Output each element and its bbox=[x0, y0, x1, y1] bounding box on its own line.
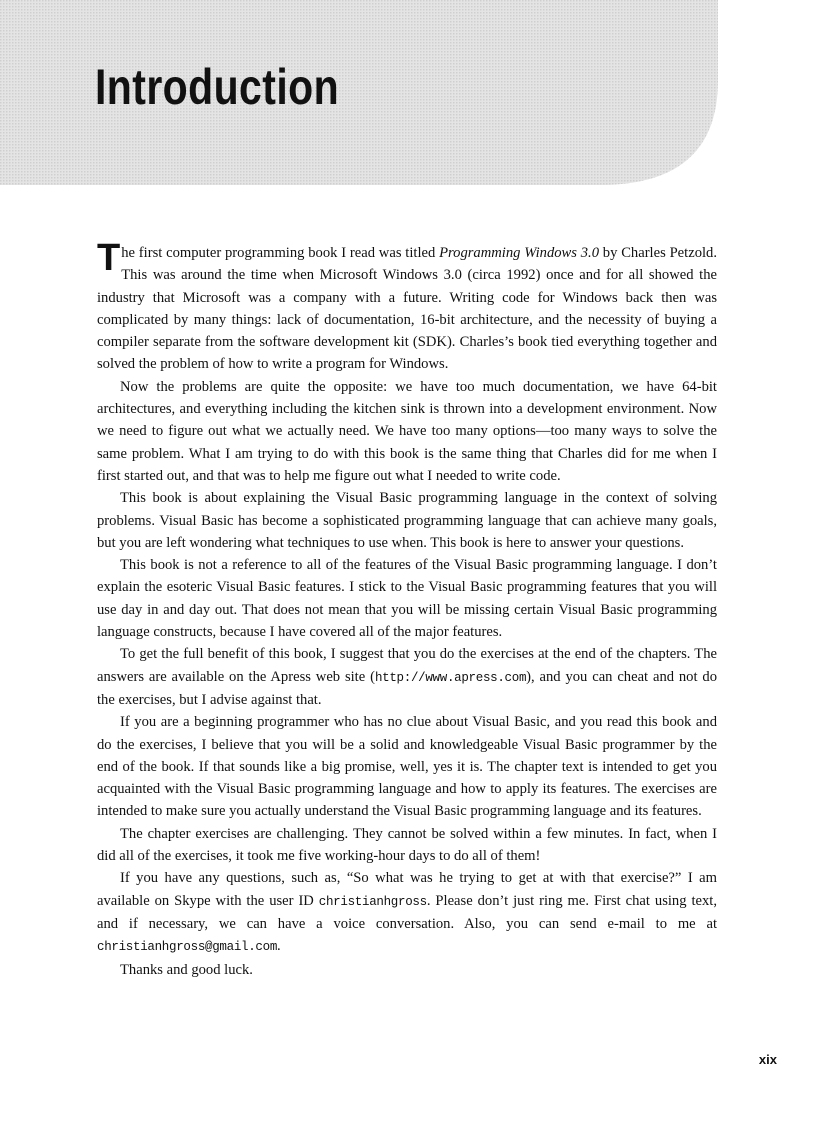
paragraph-2: Now the problems are quite the opposite: we have too much documentation, we have 64-bit architectures, and everything including the kitchen sink is thrown into a development environment. Now we need to figure out what we actually need. We have too many options—too many ways to solve the same problem. What I am trying to do with this book is the same thing that Charles did for me when I first started out, and that was to help me figure out what I needed to write code. bbox=[97, 378, 717, 484]
p8-text-middle: . Please don’t just ring me. First chat using text, and if necessary, we can have a voice conversation. Also, you can send e-mail to me at bbox=[97, 892, 717, 932]
drop-cap: T bbox=[97, 237, 121, 279]
paragraph-7: The chapter exercises are challenging. They cannot be solved within a few minutes. In fact, when I did all of the exercises, it took me five working-hour days to do all of them! bbox=[97, 825, 717, 865]
p8-text-after: . bbox=[277, 938, 281, 955]
skype-id: christianhgross bbox=[318, 894, 427, 909]
p8-text-before: If you have any questions, such as, “So what was he trying to get at with that exercise?” I am available on Skype with the user ID bbox=[97, 870, 717, 909]
p5-text-before: To get the full benefit of this book, I suggest that you do the exercises at the end of the chapters. The answers are available on the Apress web site ( bbox=[97, 646, 717, 685]
chapter-title: Introduction bbox=[95, 59, 340, 115]
paragraph-3: This book is about explaining the Visual Basic programming language in the context of solving problems. Visual Basic has become a sophisticated programming language that can achieve many goals, but you are left wondering what techniques to use when. This book is here to answer your questions. bbox=[97, 490, 717, 551]
email-address: christianhgross@gmail.com bbox=[97, 940, 278, 955]
introduction-body bbox=[97, 237, 717, 981]
paragraph-8 bbox=[97, 867, 717, 958]
paragraph-4: This book is not a reference to all of the features of the Visual Basic programming language. I don’t explain the esoteric Visual Basic features. I stick to the Visual Basic programming features that you will use day in and day out. That does not mean that you will be missing certain Visual Basic programming language constructs, because I have covered all of the major features. bbox=[97, 557, 717, 641]
page-number: xix bbox=[758, 1052, 777, 1067]
p5-text-after: ), and you can cheat and not do the exercises, but I advise against that. bbox=[97, 668, 717, 708]
book-title: Programming Windows 3.0 bbox=[439, 245, 599, 261]
paragraph-5 bbox=[97, 643, 717, 711]
paragraph-6: If you are a beginning programmer who has no clue about Visual Basic, and you read this book and do the exercises, I believe that you will be a solid and knowledgeable Visual Basic programmer by the end of the book. If that sounds like a big promise, well, yes it is. The chapter text is intended to get you acquainted with the Visual Basic programming language and how to apply its features. The exercises are intended to make sure you actually understand the Visual Basic programming language and its features. bbox=[97, 714, 717, 820]
p1-text-after: by Charles Petzold. This was around the time when Microsoft Windows 3.0 (circa 1992) once and for all showed the industry that Microsoft was a company with a future. Writing code for Windows back then was complicated by many things: lack of documentation, 16-bit architecture, and the necessity of buying a compiler separate from the software development kit (SDK). Charles’s book tied everything together and solved the problem of how to write a program for Windows. bbox=[97, 245, 717, 373]
apress-url: http://www.apress.com bbox=[374, 670, 527, 685]
p1-text-before: he first computer programming book I read was titled bbox=[121, 245, 440, 261]
paragraph-9: Thanks and good luck. bbox=[120, 961, 253, 978]
paragraph-1 bbox=[97, 237, 717, 376]
